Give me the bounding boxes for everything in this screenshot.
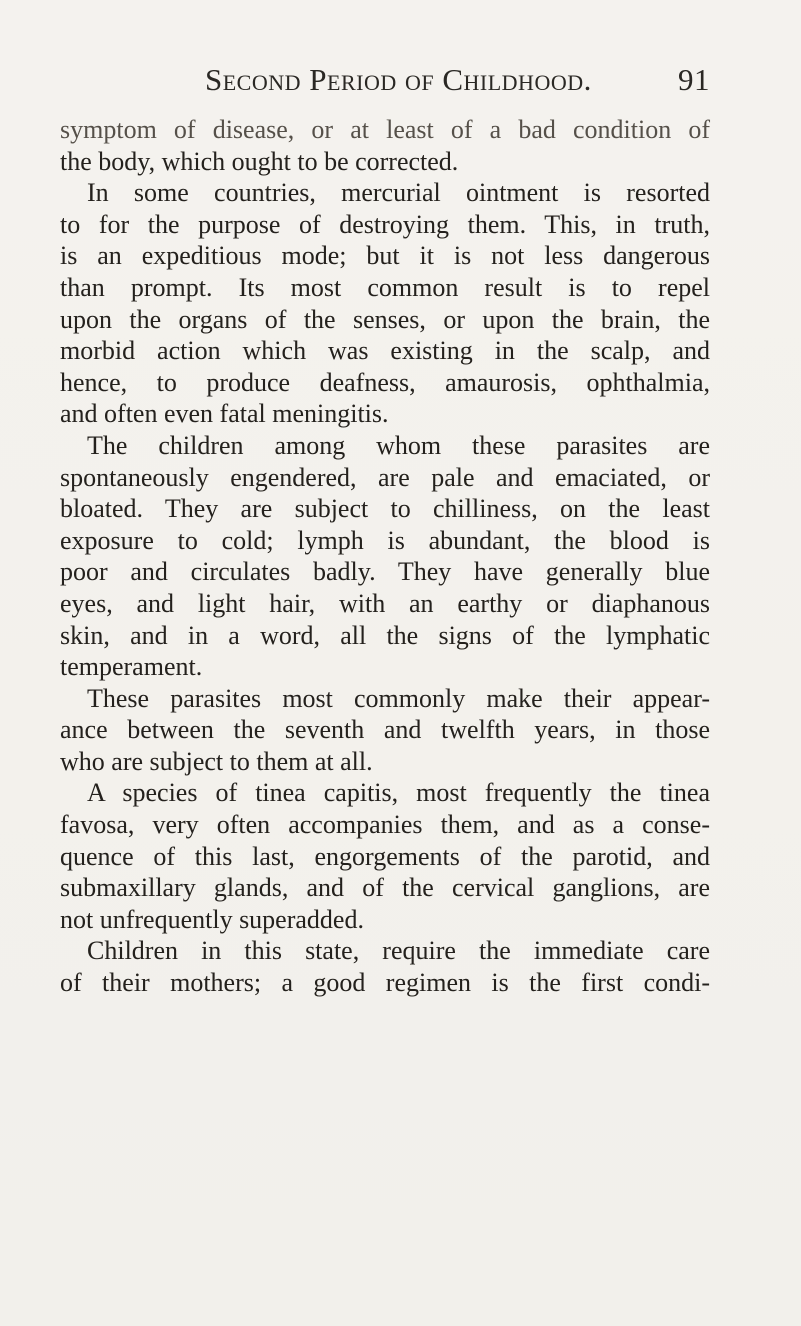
text-line: upon the organs of the senses, or upon the brain, the <box>60 304 710 334</box>
text-line: hence, to produce deafness, amaurosis, ophthalmia, <box>60 367 710 397</box>
text-line: favosa, very often accompanies them, and as a conse- <box>60 810 710 840</box>
text-line: ance between the seventh and twelfth years, in those <box>60 715 710 745</box>
running-head <box>205 62 710 102</box>
text-line: exposure to cold; lymph is abundant, the blood is <box>60 525 710 555</box>
text-line: of their mothers; a good regimen is the first condi- <box>60 968 710 998</box>
text-line: These parasites most commonly make their appear- <box>87 683 710 713</box>
text-line: symptom of disease, or at least of a bad condition of <box>60 115 710 144</box>
text-line: the body, which ought to be corrected. <box>60 146 459 176</box>
text-line: bloated. They are subject to chilliness, on the least <box>60 494 710 524</box>
text-line: poor and circulates badly. They have generally blue <box>60 557 710 587</box>
text-line: spontaneously engendered, are pale and emaciated, or <box>60 462 710 492</box>
text-line: than prompt. Its most common result is to repel <box>60 272 710 302</box>
text-line: A species of tinea capitis, most frequently the tinea <box>87 778 710 808</box>
text-line: who are subject to them at all. <box>60 746 373 776</box>
page-number: 91 <box>678 62 710 97</box>
text-line: not unfrequently superadded. <box>60 904 364 934</box>
text-line: skin, and in a word, all the signs of the lymphatic <box>60 620 710 650</box>
text-line: eyes, and light hair, with an earthy or diaphanous <box>60 588 710 618</box>
text-line: morbid action which was existing in the scalp, and <box>60 336 710 366</box>
text-line: to for the purpose of destroying them. This, in truth, <box>60 209 710 239</box>
text-line: submaxillary glands, and of the cervical ganglions, are <box>60 873 710 903</box>
text-line: The children among whom these parasites are <box>87 430 710 460</box>
text-line: temperament. <box>60 652 203 682</box>
text-line: In some countries, mercurial ointment is resorted <box>87 178 710 208</box>
text-line: quence of this last, engorgements of the parotid, and <box>60 841 710 871</box>
body-text <box>60 114 710 999</box>
chapter-title: Second Period of Childhood. <box>205 62 592 97</box>
text-line: Children in this state, require the immediate care <box>87 936 710 966</box>
text-line: and often even fatal meningitis. <box>60 399 389 429</box>
text-line: is an expeditious mode; but it is not less dangerous <box>60 241 710 271</box>
